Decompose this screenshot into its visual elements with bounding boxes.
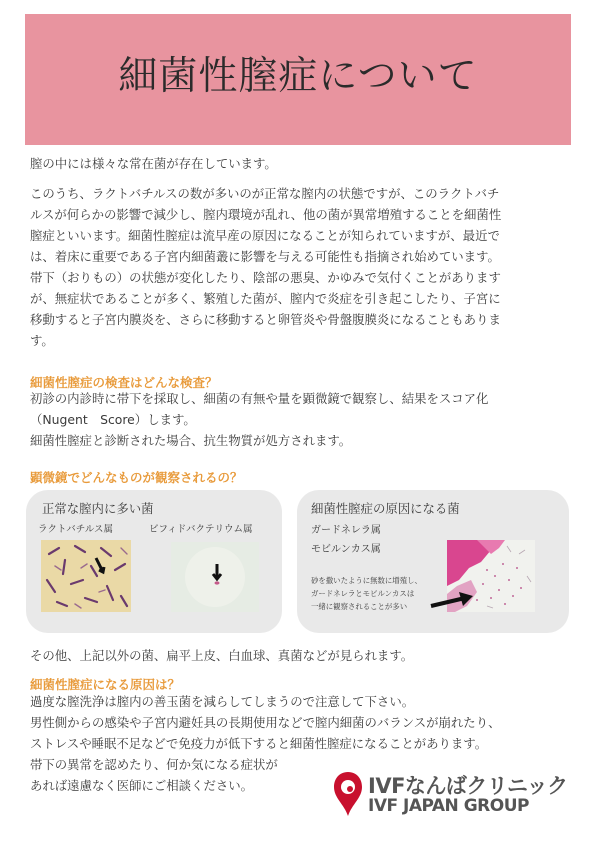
normal-panel-title: 正常な膣内に多い菌 bbox=[42, 501, 154, 516]
exam-heading: 細菌性膣症の検査はどんな検査？ bbox=[30, 375, 218, 390]
cause-line: ストレスや睡眠不足などで免疫力が低下すると細菌性膣症になることがあります。 bbox=[30, 736, 488, 751]
intro-line: す。 bbox=[30, 333, 54, 348]
clinic-logo bbox=[332, 770, 568, 820]
normal-bacteria-panel bbox=[26, 490, 282, 633]
logo-pin-icon bbox=[332, 770, 364, 818]
cause-line: あれば遠慮なく医師にご相談ください。 bbox=[30, 778, 254, 793]
microscope-heading: 顕微鏡でどんなものが観察されるの？ bbox=[30, 470, 243, 485]
cause-note-line: ガードネレラとモビルンカスは bbox=[311, 589, 415, 598]
lactobacillus-micrograph bbox=[41, 540, 131, 612]
lactobacillus-label: ラクトバチルス属 bbox=[38, 524, 114, 535]
exam-paragraph bbox=[30, 388, 565, 451]
bifidobacterium-label: ビフィドバクテリウム属 bbox=[149, 524, 253, 535]
logo-group-name: IVF JAPAN GROUP bbox=[368, 796, 529, 816]
bifidobacterium-micrograph bbox=[171, 542, 259, 612]
cause-line: 男性側からの感染や子宮内避妊具の長期使用などで膣内細菌のバランスが崩れたり、 bbox=[30, 715, 501, 730]
cause-note-line: 砂を撒いたように無数に増殖し、 bbox=[311, 576, 422, 585]
cause-heading: 細菌性膣症になる原因は？ bbox=[30, 677, 181, 692]
other-findings: その他、上記以外の菌、扁平上皮、白血球、真菌などが見られます。 bbox=[30, 648, 414, 663]
cause-line: 帯下の異常を認めたり、何か気になる症状が bbox=[30, 757, 278, 772]
intro-first-line: 膣の中には様々な常在菌が存在しています。 bbox=[30, 156, 277, 171]
intro-paragraph bbox=[30, 183, 565, 351]
title-banner bbox=[25, 14, 571, 145]
exam-line: （Nugent Score）します。 bbox=[30, 412, 196, 427]
exam-line: 細菌性膣症と診断された場合、抗生物質が処方されます。 bbox=[30, 433, 352, 448]
cause-note-line: 一緒に観察されることが多い bbox=[311, 602, 408, 611]
intro-line: 帯下（おりもの）の状態が変化したり、陰部の悪臭、かゆみで気付くことがあります bbox=[30, 270, 501, 285]
mobiluncus-label: モビルンカス属 bbox=[311, 544, 381, 555]
cause-panel-title: 細菌性膣症の原因になる菌 bbox=[311, 501, 460, 516]
cause-line: 過度な膣洗浄は膣内の善玉菌を減らしてしまうので注意して下さい。 bbox=[30, 694, 415, 709]
gardnerella-label: ガードネレラ属 bbox=[311, 525, 381, 536]
cause-note bbox=[311, 574, 422, 613]
logo-clinic-name: IVFなんばクリニック bbox=[368, 774, 568, 798]
intro-line: 膣症といいます。細菌性膣症は流早産の原因になることが知られていますが、最近で bbox=[30, 228, 500, 243]
intro-line: 移動すると子宮内膜炎を、さらに移動すると卵管炎や骨盤腹膜炎になることもありま bbox=[30, 312, 501, 327]
cause-bacteria-panel bbox=[297, 490, 569, 633]
intro-line: は、着床に重要である子宮内細菌叢に影響を与える可能性も指摘され始めています。 bbox=[30, 249, 500, 264]
intro-line: ルスが何らかの影響で減少し、膣内環境が乱れ、他の菌が異常増殖することを細菌性 bbox=[30, 207, 502, 222]
arrow-icon bbox=[429, 590, 475, 612]
exam-line: 初診の内診時に帯下を採取し、細菌の有無や量を顕微鏡で観察し、結果をスコア化 bbox=[30, 391, 489, 406]
intro-line: このうち、ラクトバチルスの数が多いのが正常な膣内の状態ですが、このラクトバチ bbox=[30, 186, 500, 201]
page-title: 細菌性膣症について bbox=[118, 54, 478, 99]
intro-line: が、無症状であることが多く、繁殖した菌が、膣内で炎症を引き起こしたり、子宮に bbox=[30, 291, 501, 306]
